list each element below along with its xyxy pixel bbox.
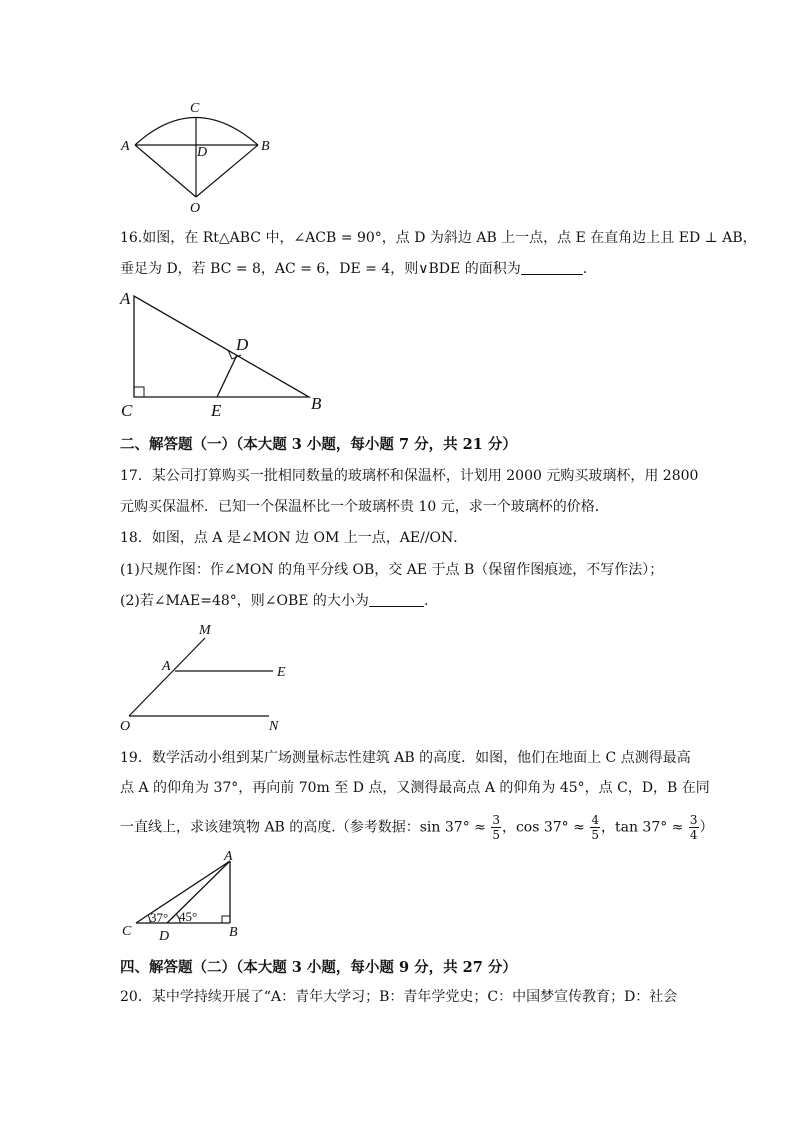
answer-blank[interactable] [521,260,583,275]
label-m: M [199,623,211,638]
radius-oa [135,145,196,197]
label-a: A [121,139,130,154]
label-c: C [122,924,132,939]
label-c: C [121,401,133,420]
tan-fraction: $\frac{3}{4}$ [689,813,698,842]
label-a: A [224,849,233,864]
label-b: B [311,394,322,413]
label-e: E [277,665,286,680]
q19-figure [112,845,252,945]
section-heading: 二、解答题（一）（本大题 3 小题，每小题 7 分，共 21 分） [120,436,517,453]
q19-line3-end: ） [699,819,714,836]
q19-line3a: 一直线上，求该建筑物 AB 的高度.（参考数据：sin 37° ≈ [120,819,486,836]
q19-line3b: ，cos 37° ≈ [501,819,585,836]
q18-line3-end: . [423,593,429,609]
label-b: B [261,139,270,154]
label-d: D [159,929,170,944]
label-a: A [162,659,171,674]
label-c: C [190,101,200,116]
q20-line1: 20．某中学持续开展了“A：青年大学习；B：青年学党史；C：中国梦宣传教育；D：社会 [120,989,678,1005]
section-heading: 四、解答题（二）（本大题 3 小题，每小题 9 分，共 27 分） [120,959,517,976]
q16-line1: 16.如图，在 Rt△ABC 中，∠ACB = 90°，点 D 为斜边 AB 上一点，点 E 在直角边上且 ED ⊥ AB， [120,230,757,246]
q16-line2 [120,259,587,279]
q17-line1: 17．某公司打算购买一批相同数量的玻璃杯和保温杯，计划用 2000 元购买玻璃杯，用 2800 [120,468,699,484]
q19-line1: 19．数学活动小组到某广场测量标志性建筑 AB 的高度．如图，他们在地面上 C 点测得最高 [120,750,691,766]
q18-line2: (1)尺规作图：作∠MON 的角平分线 OB，交 AE 于点 B（保留作图痕迹，不写作法）； [120,562,664,578]
triangle-abc [134,296,309,397]
q19-line3c: ，tan 37° ≈ [600,819,684,836]
label-n: N [269,719,279,734]
label-e: E [211,401,222,420]
q19-line3 [120,813,714,842]
label-o: O [120,719,131,734]
q18-line3 [120,591,428,611]
q18-line3-text: (2)若∠MAE=48°，则∠OBE 的大小为 [120,593,369,609]
label-d: D [236,335,249,354]
segment-de [217,355,237,397]
q15-figure [110,98,290,216]
q16-line2-text: 垂足为 D，若 BC = 8，AC = 6，DE = 4，则∨BDE 的面积为 [120,261,521,277]
q17-line2: 元购买保温杯．已知一个保温杯比一个玻璃杯贵 10 元，求一个玻璃杯的价格． [120,499,609,515]
label-b: B [229,925,238,940]
q18-line1: 18．如图，点 A 是∠MON 边 OM 上一点，AE//ON． [120,530,468,546]
q16-line2-end: . [582,261,588,277]
q18-figure [112,618,312,736]
sight-da [167,861,230,923]
angle-45: 45° [179,909,198,924]
label-o: O [190,201,201,216]
angle-37: 37° [150,910,169,925]
cos-fraction: $\frac{4}{5}$ [591,813,599,842]
right-angle-c [134,387,144,397]
sin-fraction: $\frac{3}{5}$ [492,813,500,842]
q16-figure [112,288,342,420]
label-d: D [197,145,208,160]
answer-blank[interactable] [369,592,424,607]
label-a: A [120,289,131,308]
q19-line2: 点 A 的仰角为 37°，再向前 70m 至 D 点，又测得最高点 A 的仰角为 45°，点 C，D，B 在同 [120,780,710,796]
ray-om [129,638,205,716]
right-angle-b [222,916,230,923]
